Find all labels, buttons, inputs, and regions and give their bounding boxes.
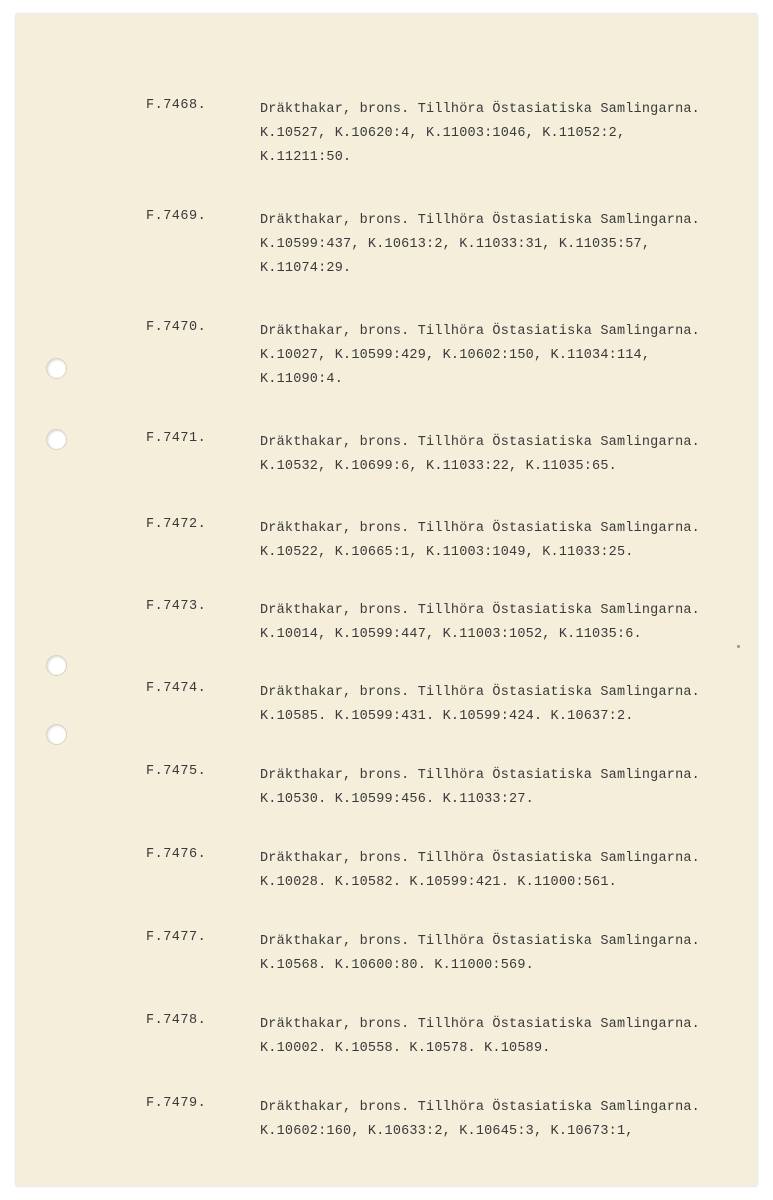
catalogue-number: F.7473. [146,599,207,614]
catalogue-number: F.7470. [146,320,207,335]
reference-line: K.10599:437, K.10613:2, K.11033:31, K.11035:57, [260,237,651,252]
reference-line: K.10602:160, K.10633:2, K.10645:3, K.10673:1, [260,1124,634,1139]
reference-line: K.10527, K.10620:4, K.11003:1046, K.11052:2, [260,126,626,141]
reference-line: K.10028. K.10582. K.10599:421. K.11000:561. [260,875,617,890]
entry-description [260,1013,700,1061]
entry-description [260,681,700,729]
object-description-line: Dräkthakar, brons. Tillhöra Östasiatiska Samlingarna. [260,521,700,536]
object-description-line: Dräkthakar, brons. Tillhöra Östasiatiska Samlingarna. [260,213,700,228]
catalogue-number: F.7476. [146,847,207,862]
entry-description [260,98,700,170]
object-description-line: Dräkthakar, brons. Tillhöra Östasiatiska Samlingarna. [260,685,700,700]
object-description-line: Dräkthakar, brons. Tillhöra Östasiatiska Samlingarna. [260,934,700,949]
punch-hole [46,429,67,450]
entry-description [260,764,700,812]
reference-line: K.10002. K.10558. K.10578. K.10589. [260,1041,551,1056]
object-description-line: Dräkthakar, brons. Tillhöra Östasiatiska Samlingarna. [260,851,700,866]
catalogue-number: F.7479. [146,1096,207,1111]
entry-description [260,847,700,895]
entry-description [260,320,700,392]
reference-line: K.10568. K.10600:80. K.11000:569. [260,958,534,973]
reference-line: K.10585. K.10599:431. K.10599:424. K.10637:2. [260,709,634,724]
object-description-line: Dräkthakar, brons. Tillhöra Östasiatiska Samlingarna. [260,435,700,450]
catalogue-number: F.7477. [146,930,207,945]
paper-speck [737,645,740,648]
catalogue-number: F.7474. [146,681,207,696]
catalogue-number: F.7471. [146,431,207,446]
object-description-line: Dräkthakar, brons. Tillhöra Östasiatiska Samlingarna. [260,1017,700,1032]
catalogue-number: F.7468. [146,98,207,113]
reference-line: K.11074:29. [260,261,352,276]
punch-hole [46,358,67,379]
object-description-line: Dräkthakar, brons. Tillhöra Östasiatiska Samlingarna. [260,768,700,783]
object-description-line: Dräkthakar, brons. Tillhöra Östasiatiska Samlingarna. [260,324,700,339]
entry-description [260,209,700,281]
punch-hole [46,724,67,745]
reference-line: K.10532, K.10699:6, K.11033:22, K.11035:65. [260,459,617,474]
reference-line: K.11090:4. [260,372,344,387]
catalogue-number: F.7469. [146,209,207,224]
reference-line: K.10522, K.10665:1, K.11003:1049, K.11033:25. [260,545,634,560]
catalogue-number: F.7475. [146,764,207,779]
catalogue-number: F.7478. [146,1013,207,1028]
reference-line: K.10014, K.10599:447, K.11003:1052, K.11035:6. [260,627,642,642]
entry-description [260,431,700,479]
object-description-line: Dräkthakar, brons. Tillhöra Östasiatiska Samlingarna. [260,1100,700,1115]
object-description-line: Dräkthakar, brons. Tillhöra Östasiatiska Samlingarna. [260,102,700,117]
entry-description [260,930,700,978]
reference-line: K.10027, K.10599:429, K.10602:150, K.11034:114, [260,348,651,363]
reference-line: K.11211:50. [260,150,352,165]
reference-line: K.10530. K.10599:456. K.11033:27. [260,792,534,807]
punch-hole [46,655,67,676]
object-description-line: Dräkthakar, brons. Tillhöra Östasiatiska Samlingarna. [260,603,700,618]
catalogue-number: F.7472. [146,517,207,532]
entry-description [260,1096,700,1144]
entry-description [260,599,700,647]
entry-description [260,517,700,565]
